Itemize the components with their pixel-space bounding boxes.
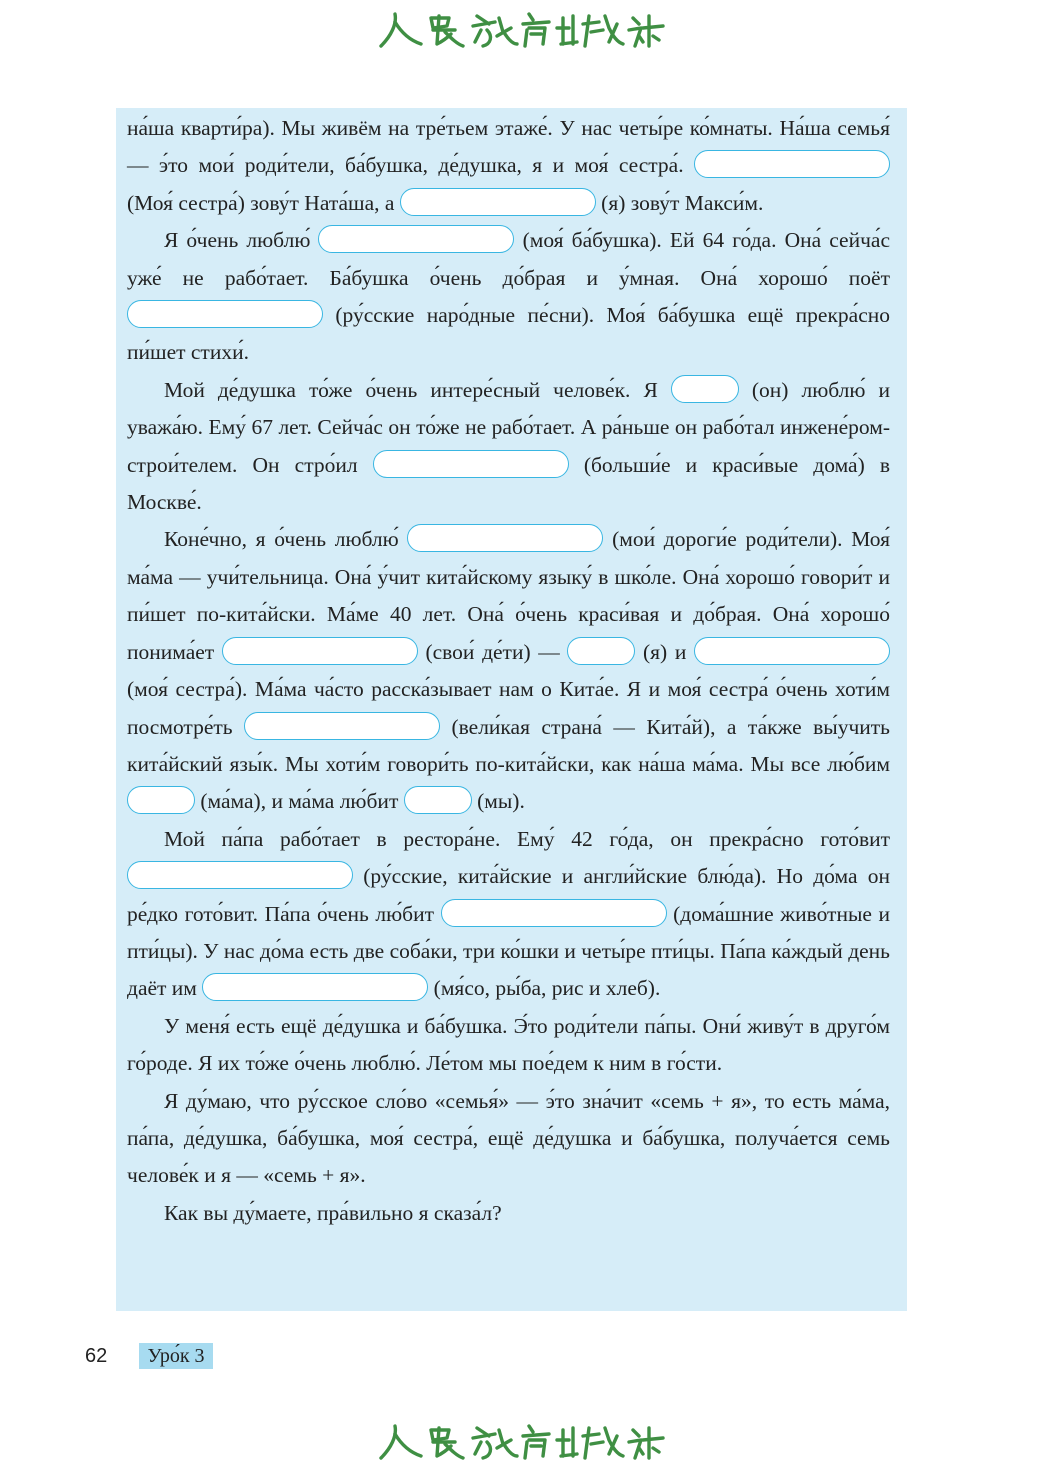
answer-blank[interactable] [400,188,596,216]
paragraph-text: Я о́чень люблю́ [164,228,319,253]
paragraph-text: (мя́со, ры́ба, рис и хлеб). [428,976,661,1001]
paragraph [127,372,890,522]
answer-blank[interactable] [127,786,195,814]
paragraph-text: Коне́чно, я о́чень люблю́ [164,527,408,552]
page-number: 62 [85,1345,108,1367]
publisher-logo-top [0,8,1043,57]
answer-blank[interactable] [694,150,890,178]
paragraph-text: (я) зову́т Макси́м. [595,190,764,215]
paragraph-text: Как вы ду́маете, пра́вильно я сказа́л? [164,1200,502,1225]
paragraph-text: Я ду́маю, что ру́сское сло́во «семья́» — э́то зна́чит «семь + я», то есть ма́ма, па́па, де́душка, ба́бушка, моя́ сестра́, ещё де́душка и ба́бушка, получа́ется семь челове́к и я — «семь + я». [127,1088,890,1188]
answer-blank[interactable] [671,375,739,403]
answer-blank[interactable] [373,450,569,478]
lesson-badge: Уро́к 3 [139,1343,213,1369]
answer-blank[interactable] [694,637,890,665]
paragraph-text: Мой па́па рабо́тает в рестора́не. Ему́ 42 го́да, он прекра́сно гото́вит [164,826,890,851]
publisher-logo-mark [377,1420,667,1464]
paragraph-text: (я) и [635,639,694,664]
answer-blank[interactable] [127,300,323,328]
answer-blank[interactable] [244,712,440,740]
answer-blank[interactable] [202,973,428,1001]
paragraph [127,521,890,820]
paragraph-text: (ру́сские наро́дные пе́сни). Моя́ ба́бушка ещё прекра́сно пи́шет стихи́. [127,303,890,365]
paragraph-text: (ру́сские, кита́йские и англи́йские блю́да). Но до́ма он ре́дко гото́вит. Па́па о́чень лю́бит [127,864,890,926]
paragraph-text: (моя́ сестра́). Ма́ма ча́сто расска́зывает нам о Кита́е. Я и моя́ сестра́ о́чень хоти́м посмотре́ть [127,677,890,739]
paragraph-text: Мой де́душка то́же о́чень интере́сный челове́к. Я [164,377,671,402]
paragraph [127,1008,890,1083]
paragraph-text: (он) люблю́ и уважа́ю. Ему́ 67 лет. Сейча́с он то́же не рабо́тает. А ра́ньше он рабо́тал инжене́ром-строи́телем. Он стро́ил [127,377,890,477]
paragraph [127,1195,890,1232]
publisher-logo-bottom [0,1420,1043,1469]
paragraph-text: (дома́шние живо́тные и пти́цы). У нас до́ма есть две соба́ки, три ко́шки и четы́ре пти́цы. Па́па ка́ждый день даёт им [127,901,890,1001]
paragraph-text: У меня́ есть ещё де́душка и ба́бушка. Э́то роди́тели па́пы. Они́ живу́т в друго́м го́роде. Я их то́же о́чень люблю́. Ле́том мы пое́дем к ним в го́сти. [127,1013,890,1076]
paragraph-text: (свои́ де́ти) — [417,639,568,664]
answer-blank[interactable] [318,225,514,253]
paragraph-text: (вели́кая страна́ — Кита́й), а та́кже вы́учить кита́йский язы́к. Мы хоти́м говори́ть по-кита́йски, как на́ша ма́ма. Мы все лю́бим [127,714,890,776]
paragraph-text: (мои́ дороги́е роди́тели). Моя́ ма́ма — учи́тельница. Она́ у́чит кита́йскому языку́ в шко́ле. Она́ хорошо́ говори́т и пи́шет по-кита́йски. Ма́ме 40 лет. Она́ о́чень краси́вая и до́брая. Она́ хорошо́ понима́ет [127,527,891,664]
publisher-logo-mark [377,8,667,52]
paragraph [127,821,890,1008]
reading-text [127,110,890,1232]
answer-blank[interactable] [441,899,667,927]
paragraph [127,110,890,222]
paragraph-text: (ма́ма), и ма́ма лю́бит [195,789,404,814]
paragraph-text: (моя́ ба́бушка). Ей 64 го́да. Она́ сейча́с уже́ не рабо́тает. Ба́бушка о́чень до́брая и у́мная. Она́ хорошо́ поёт [127,228,890,290]
answer-blank[interactable] [127,861,353,889]
answer-blank[interactable] [407,524,603,552]
answer-blank[interactable] [404,786,472,814]
paragraph [127,222,890,372]
answer-blank[interactable] [222,637,418,665]
paragraph-text: на́ша кварти́ра). Мы живём на тре́тьем этаже́. У нас четы́ре ко́мнаты. На́ша семья́ — э́то мои́ роди́тели, ба́бушка, де́душка, я и моя́ сестра́. [127,116,890,178]
paragraph [127,1083,890,1195]
answer-blank[interactable] [567,637,635,665]
paragraph-text: (больши́е и краси́вые дома́) в Москве́. [127,452,890,515]
paragraph-text: (Моя́ сестра́) зову́т Ната́ша, а [127,190,400,215]
paragraph-text: (мы). [471,789,525,814]
